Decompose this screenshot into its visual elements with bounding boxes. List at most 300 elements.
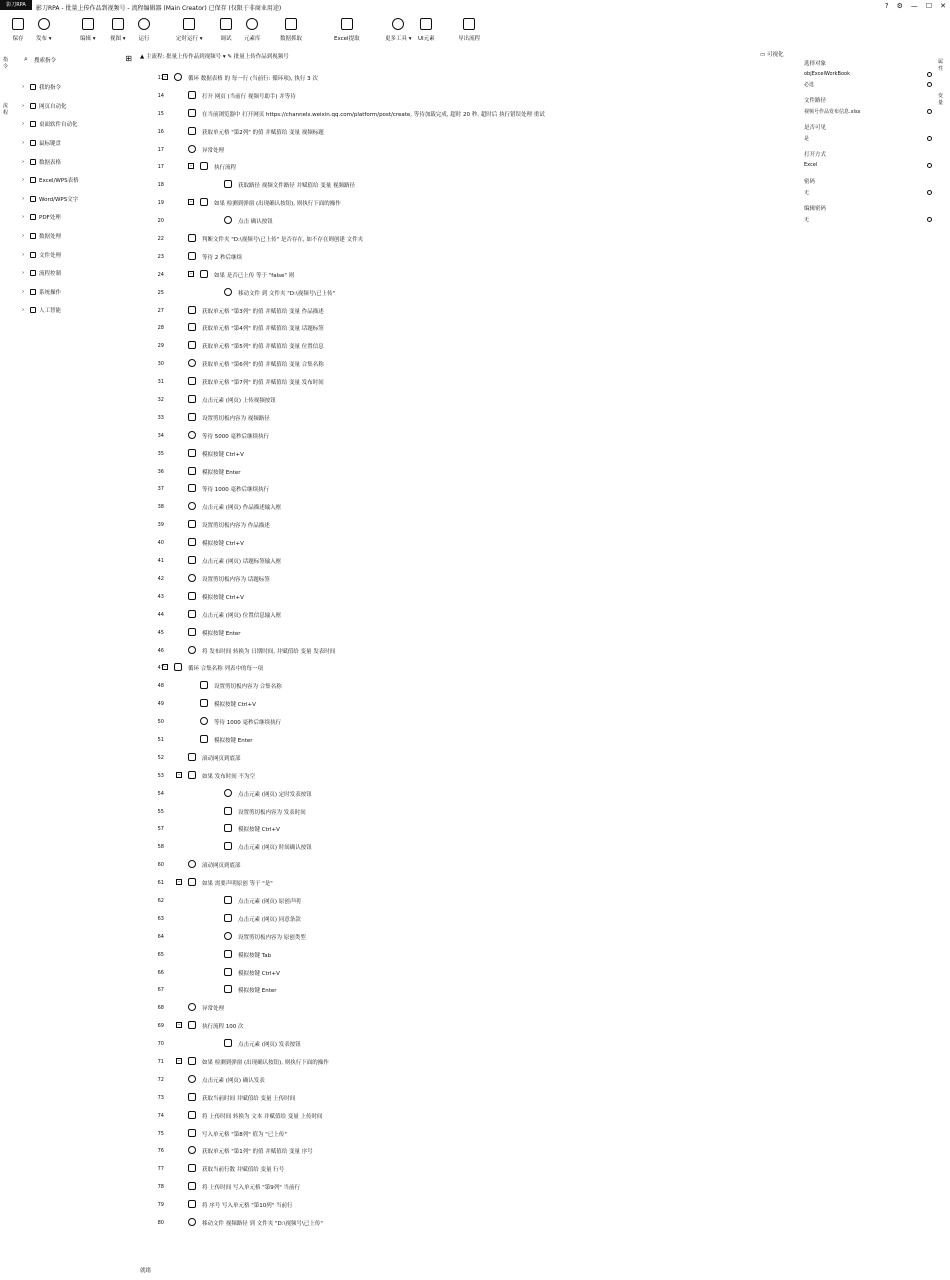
step-row[interactable] [140, 749, 800, 767]
property-value-field[interactable] [804, 106, 932, 116]
step-icon [188, 610, 196, 618]
step-text: 模拟按键 Enter [238, 988, 277, 995]
property-value-field[interactable] [804, 69, 932, 79]
toolbar-ui-element-button[interactable] [418, 18, 435, 42]
step-icon [224, 896, 232, 904]
step-row[interactable] [140, 981, 800, 999]
step-number: 65 [157, 951, 164, 958]
step-row[interactable] [140, 69, 800, 87]
expand-icon[interactable] [927, 136, 932, 141]
step-text: 等待 2 秒后继续 [202, 254, 242, 261]
sidebar-category[interactable] [18, 115, 136, 134]
save-icon [12, 18, 24, 30]
sidebar-category-label: 数据表格 [39, 159, 62, 166]
step-row[interactable] [140, 391, 800, 409]
step-number: 28 [157, 325, 164, 332]
step-text: 点击元素 (网页) 原创声明 [238, 898, 301, 905]
category-icon [30, 270, 36, 276]
tab-flows[interactable]: 流程 [3, 103, 9, 116]
step-row[interactable] [140, 910, 800, 928]
step-row[interactable] [140, 284, 800, 302]
step-icon [188, 538, 196, 546]
step-number: 68 [157, 1005, 164, 1012]
step-text: 异常处理 [202, 147, 225, 154]
step-number: 61 [157, 880, 164, 887]
step-number: 73 [157, 1094, 164, 1101]
step-number: 62 [157, 897, 164, 904]
toolbar-excel-extract-button[interactable] [334, 18, 360, 42]
step-row[interactable] [140, 141, 800, 159]
collapse-icon[interactable]: − [163, 74, 167, 79]
step-row[interactable] [140, 516, 800, 534]
property-value: objExcelWorkBook [804, 71, 850, 77]
property-label: 打开方式 [804, 152, 827, 158]
toolbar-publish-button[interactable] [36, 18, 52, 42]
step-row[interactable] [140, 713, 800, 731]
step-row[interactable] [140, 158, 800, 176]
help-icon[interactable]: ? [884, 2, 889, 10]
minimize-button[interactable]: — [910, 2, 918, 10]
property-value-field[interactable] [804, 133, 932, 143]
step-icon [188, 1003, 196, 1011]
step-icon [188, 1146, 196, 1154]
step-number: 78 [157, 1184, 164, 1191]
step-icon [200, 717, 208, 725]
step-text: 模拟按键 Ctrl+V [238, 827, 280, 834]
step-number: 31 [157, 379, 164, 386]
step-number: 14 [157, 92, 164, 99]
property-value-field[interactable] [804, 187, 932, 197]
step-number: 38 [157, 504, 164, 511]
step-number: 58 [157, 844, 164, 851]
step-row[interactable] [140, 212, 800, 230]
step-text: 获取单元格 "第2列" 的值 并赋值给 变量 视频标题 [202, 129, 324, 136]
step-icon [188, 1075, 196, 1083]
search-icon: ⌕ [24, 55, 28, 63]
step-row[interactable] [140, 695, 800, 713]
step-row[interactable] [140, 588, 800, 606]
step-number: 72 [157, 1076, 164, 1083]
step-row[interactable] [140, 463, 800, 481]
step-icon [188, 91, 196, 99]
properties-panel [804, 52, 932, 224]
expand-icon[interactable] [927, 82, 932, 87]
step-text: 打开 网页 (当前行 视频号助手) 并等待 [202, 93, 296, 100]
export-icon [463, 18, 475, 30]
step-row[interactable] [140, 803, 800, 821]
property-value-field[interactable] [804, 160, 932, 170]
window-title: 影刀RPA - 批量上传作品到视频号 - 流程编辑器 (Main Creator) 已保存 (仅限于非商业用途) [36, 5, 282, 12]
step-text: 循环 合集名称 列表中的每一项 [188, 666, 263, 673]
step-text: 移动文件 到 文件夹 "D:\视频号\已上传" [238, 290, 336, 297]
step-text: 点击元素 (网页) 作品描述输入框 [202, 505, 282, 512]
step-text: 设置剪切板内容为 原创类型 [238, 934, 306, 941]
step-row[interactable] [140, 1053, 800, 1071]
sidebar-category[interactable] [18, 245, 136, 264]
step-number: 43 [157, 593, 164, 600]
step-number: 51 [157, 736, 164, 743]
step-number: 69 [157, 1023, 164, 1030]
step-number: 35 [157, 450, 164, 457]
toolbar-save-button[interactable] [12, 18, 24, 42]
step-number: 47 [157, 665, 164, 672]
step-number: 53 [157, 772, 164, 779]
step-number: 20 [157, 218, 164, 225]
step-number: 48 [157, 683, 164, 690]
toolbar-more-button[interactable] [385, 18, 412, 42]
step-number: 50 [157, 719, 164, 726]
category-icon [30, 289, 36, 295]
sidebar-category[interactable] [18, 190, 136, 209]
step-number: 49 [157, 701, 164, 708]
collapse-icon[interactable]: − [189, 163, 193, 169]
category-icon [30, 252, 36, 258]
step-row[interactable] [140, 1160, 800, 1178]
step-row[interactable] [140, 856, 800, 874]
step-icon [188, 145, 196, 153]
chevron-right-icon: › [22, 121, 25, 128]
step-row[interactable] [140, 1125, 800, 1143]
element-library-icon [246, 18, 258, 30]
step-row[interactable] [140, 964, 800, 982]
status-bar: 就绪 [140, 1268, 152, 1274]
instruction-search[interactable] [18, 52, 136, 66]
toolbar-element-library-button[interactable] [244, 18, 261, 42]
step-number: 74 [157, 1112, 164, 1119]
step-icon [224, 807, 232, 815]
step-row[interactable] [140, 480, 800, 498]
step-number: 16 [157, 128, 164, 135]
step-row[interactable] [140, 105, 800, 123]
step-row[interactable] [140, 642, 800, 660]
step-text: 等待 5000 毫秒后继续执行 [202, 433, 269, 440]
search-input[interactable]: 搜索指令 [34, 58, 57, 64]
category-icon [30, 159, 36, 165]
step-icon [188, 234, 196, 242]
step-text: 如果 需要声明原创 等于 "是" [202, 881, 273, 888]
expand-icon[interactable] [927, 163, 932, 168]
step-number: 22 [157, 236, 164, 243]
step-row[interactable] [140, 498, 800, 516]
view-icon [112, 18, 124, 30]
step-row[interactable] [140, 946, 800, 964]
toolbar-run-button[interactable] [138, 18, 150, 42]
collapse-icon[interactable]: − [189, 199, 193, 205]
collapse-icon[interactable]: − [177, 1057, 181, 1063]
step-number: 41 [157, 558, 164, 565]
step-text: 等待 1000 毫秒后继续执行 [202, 487, 269, 494]
property-value: Excel [804, 162, 818, 168]
chevron-right-icon: › [22, 158, 25, 165]
step-row[interactable] [140, 928, 800, 946]
step-row[interactable] [140, 427, 800, 445]
collapse-icon[interactable]: − [177, 771, 181, 777]
step-row[interactable] [140, 445, 800, 463]
step-text: 如果 检测到弹窗 (出现确认按钮), 则执行下面的操作 [202, 1059, 329, 1066]
step-icon [188, 306, 196, 314]
toolbar-timed-button[interactable] [176, 18, 203, 42]
step-number: 30 [157, 361, 164, 368]
step-icon [224, 216, 232, 224]
step-row[interactable] [140, 659, 800, 677]
category-icon [30, 307, 36, 313]
step-row[interactable] [140, 767, 800, 785]
expand-icon[interactable] [927, 72, 932, 77]
step-number: 19 [157, 200, 164, 207]
step-icon [188, 1129, 196, 1137]
run-icon [138, 18, 150, 30]
step-number: 24 [157, 271, 164, 278]
step-row[interactable] [140, 176, 800, 194]
sidebar-category[interactable] [18, 171, 136, 190]
step-icon [224, 842, 232, 850]
expand-icon[interactable] [927, 217, 932, 222]
toolbar-more-label: 更多工具 ▾ [385, 36, 412, 42]
step-number: 15 [157, 110, 164, 117]
step-text: 循环 数据表格 的 每一行 (当前行: 循环项), 执行 3 次 [188, 76, 318, 82]
category-icon [30, 103, 36, 109]
step-icon [224, 968, 232, 976]
step-row[interactable] [140, 194, 800, 212]
step-icon [224, 789, 232, 797]
step-number: 76 [157, 1148, 164, 1155]
step-text: 滚动网页到底部 [202, 755, 241, 762]
step-text: 执行流程 100 次 [202, 1024, 244, 1031]
view-mode-toggle[interactable]: ▭ 可视化 [760, 52, 784, 58]
step-text: 模拟按键 Ctrl+V [202, 451, 244, 458]
sidebar-category[interactable] [18, 97, 136, 116]
step-number: 33 [157, 414, 164, 421]
chevron-right-icon: › [22, 307, 25, 314]
step-row[interactable] [140, 248, 800, 266]
sidebar-category[interactable] [18, 208, 136, 227]
debug-icon [220, 18, 232, 30]
step-number: 66 [157, 969, 164, 976]
data-capture-icon [285, 18, 297, 30]
chevron-right-icon: › [22, 214, 25, 221]
step-icon [200, 699, 208, 707]
step-text: 移动文件 视频路径 到 文件夹 "D:\视频号\已上传" [202, 1221, 323, 1227]
step-text: 如果 是否已上传 等于 "false" 则 [214, 272, 295, 279]
category-icon [30, 196, 36, 202]
step-icon [200, 735, 208, 743]
step-row[interactable] [140, 1071, 800, 1089]
step-row[interactable] [140, 999, 800, 1017]
step-icon [188, 127, 196, 135]
left-tabs [3, 56, 11, 148]
property-value: 无 [804, 216, 810, 223]
step-row[interactable] [140, 552, 800, 570]
step-row[interactable] [140, 409, 800, 427]
toolbar-view-label: 视图 ▾ [110, 36, 126, 42]
toolbar-timed-label: 定时运行 ▾ [176, 36, 203, 42]
step-row[interactable] [140, 606, 800, 624]
step-row[interactable] [140, 785, 800, 803]
step-text: 滚动网页到底部 [202, 863, 241, 870]
toolbar-edit-button[interactable] [80, 18, 96, 42]
toolbar-data-capture-button[interactable] [280, 18, 302, 42]
sidebar-category-label: 流程控制 [39, 271, 62, 278]
step-number: 46 [157, 647, 164, 654]
sidebar-category-label: 桌面软件自动化 [39, 122, 78, 129]
step-text: 异常处理 [202, 1006, 225, 1013]
category-icon [30, 84, 36, 90]
step-number: 71 [157, 1058, 164, 1065]
step-number: 37 [157, 486, 164, 493]
settings-icon[interactable]: ⚙ [896, 2, 903, 10]
step-text: 点击元素 (网页) 定时发表按钮 [238, 791, 312, 798]
step-row[interactable] [140, 87, 800, 105]
property-value: 是 [804, 135, 810, 142]
step-icon [188, 878, 196, 886]
step-number: 79 [157, 1202, 164, 1209]
step-row[interactable] [140, 319, 800, 337]
collapse-icon[interactable]: − [177, 1022, 181, 1028]
step-row[interactable] [140, 123, 800, 141]
step-icon [188, 449, 196, 457]
sidebar-category[interactable] [18, 283, 136, 302]
step-row[interactable] [140, 373, 800, 391]
step-text: 判断文件夹 "D:\视频号\已上传" 是否存在, 如不存在则创建 文件夹 [202, 237, 364, 244]
step-row[interactable] [140, 1017, 800, 1035]
step-number: 23 [157, 253, 164, 260]
step-text: 在当前浏览器中 打开网页 https://channels.weixin.qq.com/platform/post/create, 等待加载完成, 超时 20 秒, 超时后 执行错误处理 重试 [202, 111, 545, 118]
sidebar-category[interactable] [18, 152, 136, 171]
step-row[interactable] [140, 570, 800, 588]
toolbar-debug-button[interactable] [220, 18, 232, 42]
step-row[interactable] [140, 266, 800, 284]
flow-editor [140, 48, 800, 1268]
toolbar-excel-extract-label: Excel提取 [334, 36, 360, 42]
excel-extract-icon [341, 18, 353, 30]
step-icon [188, 502, 196, 510]
step-text: 点击元素 (网页) 位置信息输入框 [202, 612, 282, 619]
step-icon [188, 109, 196, 117]
sidebar-category[interactable] [18, 227, 136, 246]
sidebar-category[interactable] [18, 134, 136, 153]
collapse-icon[interactable]: − [163, 664, 167, 670]
step-text: 点击元素 (网页) 同意条款 [238, 916, 301, 923]
expand-icon[interactable] [927, 190, 932, 195]
category-icon [30, 177, 36, 183]
step-icon [188, 413, 196, 421]
step-icon [188, 431, 196, 439]
step-icon [224, 180, 232, 188]
add-icon[interactable]: ⊞ [125, 54, 132, 63]
step-icon [200, 270, 208, 278]
step-text: 设置剪切板内容为 合集名称 [214, 684, 282, 691]
step-number: 75 [157, 1130, 164, 1137]
step-icon [188, 1111, 196, 1119]
step-text: 等待 1000 毫秒后继续执行 [214, 720, 281, 727]
step-icon [188, 1164, 196, 1172]
property-value: 必选 [804, 81, 815, 88]
step-icon [188, 323, 196, 331]
step-icon [224, 950, 232, 958]
expand-icon[interactable] [927, 109, 932, 114]
step-row[interactable] [140, 1142, 800, 1160]
edit-icon [82, 18, 94, 30]
timed-icon [183, 18, 195, 30]
step-icon [174, 73, 182, 81]
step-row[interactable] [140, 302, 800, 320]
breadcrumb[interactable]: ▲ 主流程: 批量上传作品到视频号 ▾ ✎ 批量上传作品到视频号 [140, 54, 289, 60]
close-button[interactable]: ✕ [940, 2, 946, 10]
step-row[interactable] [140, 892, 800, 910]
step-text: 点击 确认按钮 [238, 219, 273, 226]
step-icon [224, 1039, 232, 1047]
collapse-icon[interactable]: − [189, 270, 193, 276]
step-row[interactable] [140, 1196, 800, 1214]
step-icon [224, 914, 232, 922]
sidebar-category[interactable] [18, 301, 136, 320]
more-icon [392, 18, 404, 30]
step-text: 获取单元格 "第7列" 的值 并赋值给 变量 发布时间 [202, 380, 324, 387]
property-value-field[interactable] [804, 214, 932, 224]
step-text: 模拟按键 Ctrl+V [202, 541, 244, 548]
step-text: 点击元素 (网页) 时间确认按钮 [238, 845, 312, 852]
step-row[interactable] [140, 677, 800, 695]
step-text: 设置剪切板内容为 发表时间 [238, 809, 306, 816]
sidebar-category[interactable] [18, 264, 136, 283]
step-row[interactable] [140, 1089, 800, 1107]
step-icon [188, 1200, 196, 1208]
step-number: 60 [157, 862, 164, 869]
step-icon [188, 753, 196, 761]
step-text: 写入单元格 "第8列" 值为 "已上传" [202, 1131, 287, 1138]
step-row[interactable] [140, 624, 800, 642]
toolbar-export-button[interactable] [458, 18, 480, 42]
step-row[interactable] [140, 534, 800, 552]
step-icon [188, 1093, 196, 1101]
category-icon [30, 121, 36, 127]
tab-variables[interactable]: 变量 [938, 93, 944, 106]
sidebar-category[interactable] [18, 78, 136, 97]
step-row[interactable] [140, 820, 800, 838]
step-row[interactable] [140, 355, 800, 373]
step-row[interactable] [140, 874, 800, 892]
step-row[interactable] [140, 838, 800, 856]
step-row[interactable] [140, 1107, 800, 1125]
step-text: 获取单元格 "第3列" 的值 并赋值给 变量 作品描述 [202, 308, 324, 315]
sidebar-category-label: PDF处理 [39, 215, 61, 222]
step-text: 设置剪切板内容为 作品描述 [202, 523, 270, 530]
step-row[interactable] [140, 337, 800, 355]
tab-instructions[interactable]: 指令 [3, 57, 9, 70]
collapse-icon[interactable]: − [177, 879, 181, 885]
step-list [140, 69, 800, 1232]
step-row[interactable] [140, 1035, 800, 1053]
step-row[interactable] [140, 230, 800, 248]
maximize-button[interactable]: ☐ [925, 2, 933, 10]
step-row[interactable] [140, 1178, 800, 1196]
sidebar-category-label: 我的指令 [39, 85, 62, 92]
step-text: 模拟按键 Ctrl+V [202, 594, 244, 601]
step-text: 将 上传时间 写入单元格 "第9列" 当前行 [202, 1185, 301, 1192]
tab-properties[interactable]: 属性 [938, 59, 944, 72]
step-row[interactable] [140, 731, 800, 749]
toolbar-view-button[interactable] [110, 18, 126, 42]
toolbar-save-label: 保存 [12, 36, 24, 42]
step-icon [188, 359, 196, 367]
sidebar-category-label: Word/WPS文字 [39, 196, 79, 203]
sidebar-category-label: 人工智能 [39, 308, 62, 315]
sidebar-category-label: 数据处理 [39, 234, 62, 241]
property-value-field[interactable] [804, 79, 932, 89]
step-row[interactable] [140, 1214, 800, 1232]
toolbar-data-capture-label: 数据抓取 [280, 36, 303, 42]
step-icon [200, 162, 208, 170]
